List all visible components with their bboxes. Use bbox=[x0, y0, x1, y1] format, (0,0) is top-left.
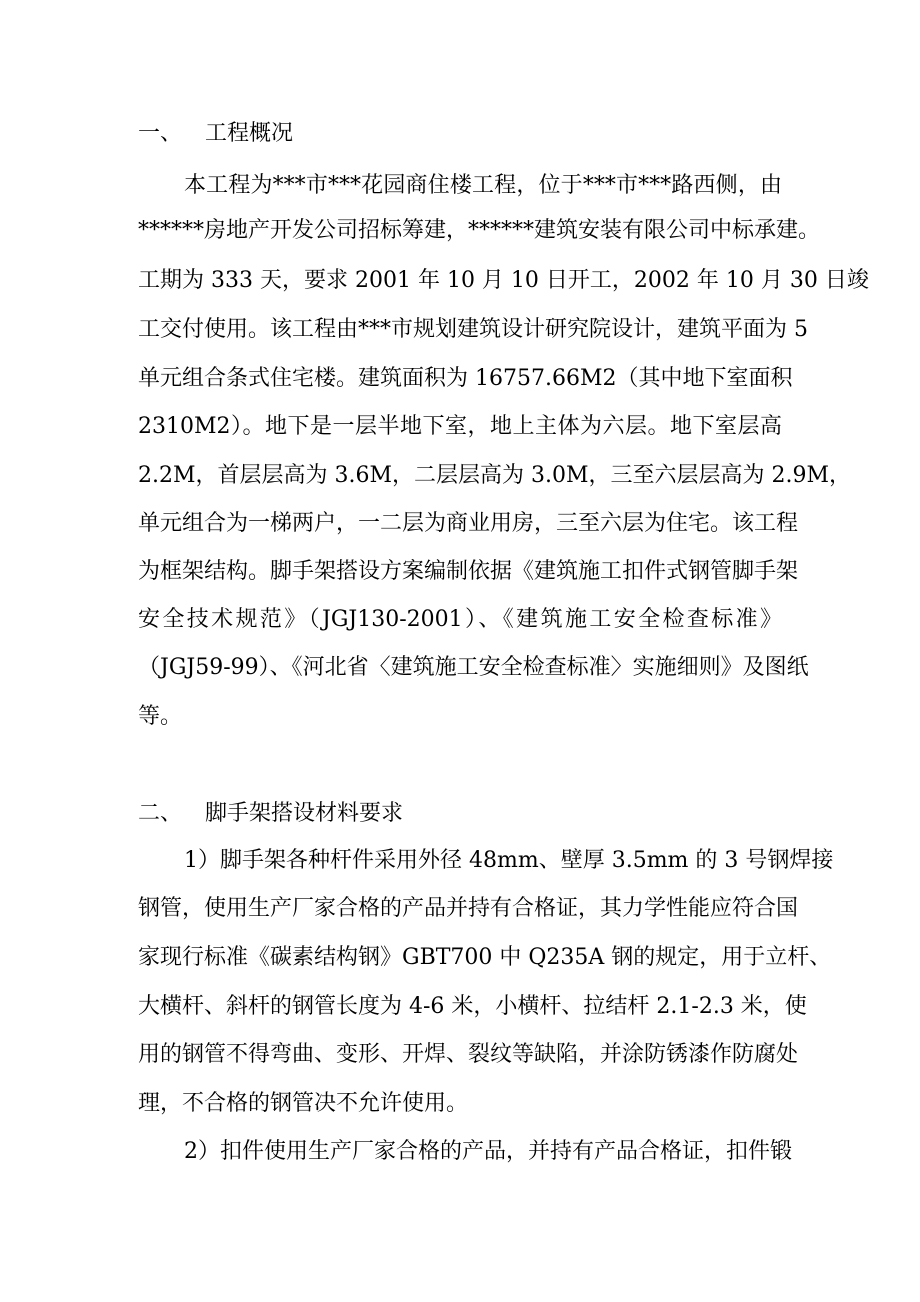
paragraph-line: 2310M2）。地下是一层半地下室，地上主体为六层。地下室层高 bbox=[138, 414, 782, 439]
section-2-heading bbox=[138, 799, 403, 829]
section-1-title: 工程概况 bbox=[205, 121, 294, 146]
paragraph-line: 大横杆、斜杆的钢管长度为 4-6 米，小横杆、拉结杆 2.1-2.3 米，使 bbox=[138, 994, 807, 1019]
paragraph-line: 用的钢管不得弯曲、变形、开焊、裂纹等缺陷，并涂防锈漆作防腐处 bbox=[138, 1042, 799, 1067]
paragraph-line: 2.2M，首层层高为 3.6M，二层层高为 3.0M，三至六层层高为 2.9M， bbox=[138, 463, 852, 488]
paragraph-line: 安全技术规范》（JGJ130-2001）、《建筑施工安全检查标准》 bbox=[138, 607, 782, 632]
section-1-number: 一、 bbox=[138, 121, 183, 146]
paragraph-line: 为框架结构。脚手架搭设方案编制依据《建筑施工扣件式钢管脚手架 bbox=[138, 559, 799, 584]
section-2-title: 脚手架搭设材料要求 bbox=[205, 801, 404, 826]
paragraph-line: （JGJ59-99）、《河北省〈建筑施工安全检查标准〉实施细则》及图纸 bbox=[138, 655, 809, 680]
paragraph-line: 单元组合为一梯两户，一二层为商业用房，三至六层为住宅。该工程 bbox=[138, 511, 799, 536]
paragraph-line: 理，不合格的钢管决不允许使用。 bbox=[138, 1091, 469, 1116]
section-2-number: 二、 bbox=[138, 801, 183, 826]
paragraph-line: 工期为 333 天，要求 2001 年 10 月 10 日开工，2002 年 10 月 30 日竣 bbox=[138, 268, 869, 293]
paragraph-line: 2）扣件使用生产厂家合格的产品，并持有产品合格证，扣件锻 bbox=[184, 1139, 792, 1164]
paragraph-line: 1）脚手架各种杆件采用外径 48mm、壁厚 3.5mm 的 3 号钢焊接 bbox=[184, 848, 834, 873]
paragraph-line: 单元组合条式住宅楼。建筑面积为 16757.66M2（其中地下室面积 bbox=[138, 366, 793, 391]
paragraph-line: 钢管，使用生产厂家合格的产品并持有合格证，其力学性能应符合国 bbox=[138, 896, 799, 921]
paragraph-line: ******房地产开发公司招标筹建，******建筑安装有限公司中标承建。 bbox=[138, 218, 821, 243]
paragraph-line: 工交付使用。该工程由***市规划建筑设计研究院设计，建筑平面为 5 bbox=[138, 317, 808, 342]
paragraph-line: 等。 bbox=[138, 704, 183, 729]
paragraph-line: 家现行标准《碳素结构钢》GBT700 中 Q235A 钢的规定，用于立杆、 bbox=[138, 945, 832, 970]
paragraph-line: 本工程为***市***花园商住楼工程，位于***市***路西侧，由 bbox=[184, 173, 782, 198]
section-1-heading bbox=[138, 119, 293, 149]
